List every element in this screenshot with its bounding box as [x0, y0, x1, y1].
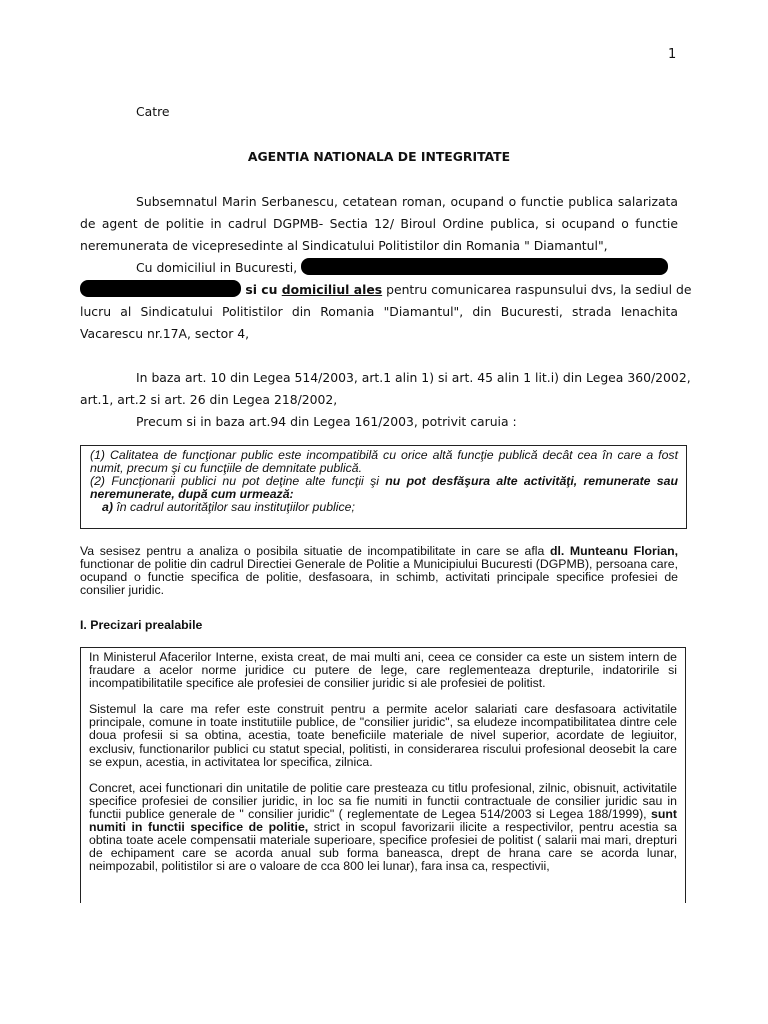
- legal-basis-line: art.1, art.2 si art. 26 din Legea 218/2002,: [80, 392, 338, 407]
- domicile-line: [136, 257, 668, 279]
- paragraph-line: Vacarescu nr.17A, sector 4,: [80, 326, 250, 341]
- addressee-to: Catre: [136, 104, 170, 119]
- legal-quote-box: [80, 445, 687, 529]
- quote-item-label: a): [102, 500, 113, 515]
- elected-rest: pentru comunicarea raspunsului dvs, la sediul de: [382, 282, 692, 297]
- redaction-bar: [301, 258, 668, 275]
- redaction-bar: [80, 280, 241, 297]
- intro-text-continued: functionar de politie din cadrul Directiei Generale de Politie a Municipiului Bucuresti (DGPMB), persoana care, ocupand o functie specifica de politie, desfasoara, in schimb, activitati principale specifice profesiei de consilier juridic.: [80, 557, 678, 598]
- paragraph-line: lucru al Sindicatului Politistilor din Romania "Diamantul", din Bucuresti, strada Ienachita: [80, 304, 678, 319]
- paragraph-line: de agent de politie in cadrul DGPMB- Sectia 12/ Biroul Ordine publica, si ocupand o functie: [80, 216, 678, 231]
- legal-basis-line: In baza art. 10 din Legea 514/2003, art.1 alin 1) si art. 45 alin 1 lit.i) din Legea 360/2002,: [136, 370, 691, 385]
- precum-line: Precum si in baza art.94 din Legea 161/2003, potrivit caruia :: [136, 414, 517, 429]
- agency-title: AGENTIA NATIONALA DE INTEGRITATE: [247, 149, 511, 164]
- preliminary-notes-box: [80, 647, 686, 903]
- box-text-continued: strict in scopul favorizarii ilicite a respectivilor, pentru acestia sa obtina toate acele compensatii materiale superioare, specifice profesiei de politist ( salarii mai mari, drepturi de echipament care se acorda anual sub forma baneasca, drept de hrana care se acorda lunar, neimpozabil, politistilor si are o valoare de cca 800 lei lunar), fara insa ca, respectivii,: [89, 820, 678, 874]
- quote-text: (2) Funcţionarii publici nu pot deţine alte funcţii şi: [90, 474, 386, 489]
- domicile-label: Cu domiciliul in Bucuresti,: [136, 260, 298, 275]
- box-paragraph-3: [89, 782, 677, 874]
- section-title: I. Precizari prealabile: [80, 618, 203, 632]
- elected-domicile-line: [80, 279, 692, 301]
- person-name: dl. Munteanu Florian,: [549, 544, 678, 558]
- elected-prefix: si cu: [241, 282, 282, 297]
- box-paragraph-2: Sistemul la care ma refer este construit pentru a permite acelor salariati care desfasoara activitatile principale, comune in toate institutiile publice, de "consilier juridic", sa eludeze incompatibilitatea dintre cele doua profesii si sa obtina, acestia, toate beneficiile materiale de nivel superior, acordate de legiuitor, exclusiv, functionarilor publici cu statut special, politisti, in considerarea riscului profesional deosebit la care se expun, acestia, in activitatea lor specifica, zilnica.: [89, 702, 677, 769]
- page-number: 1: [668, 47, 677, 62]
- quote-paragraph-2: [90, 475, 678, 501]
- quote-bold-text: nu pot desfăşura alte activităţi, remunerate sau neremunerate, după cum urmează:: [90, 474, 678, 502]
- intro-paragraph: [80, 545, 678, 597]
- paragraph-line: Subsemnatul Marin Serbanescu, cetatean roman, ocupand o functie publica salarizata: [136, 194, 678, 209]
- box-text: Concret, acei functionari din unitatile de politie care presteaza cu titlu profesional, zilnic, obisnuit, activitatile specifice profesiei de consilier juridic, in loc sa fie numiti in functii contractuale de consilier juridic sau in functii publice generale de " consilier juridic" ( reglementate de Legea 514/2003 si Legea 188/1999),: [89, 780, 677, 821]
- paragraph-line: neremunerata de vicepresedinte al Sindicatului Politistilor din Romania " Diamantul",: [80, 238, 608, 253]
- box-bold-text: sunt numiti in functii specifice de politie,: [89, 806, 677, 835]
- intro-text: Va sesisez pentru a analiza o posibila situatie de incompatibilitate in care se afla: [80, 544, 550, 558]
- quote-paragraph-1: (1) Calitatea de funcţionar public este incompatibilă cu orice altă funcţie publică decât cea în care a fost numit, precum şi cu funcţiile de demnitate publică.: [90, 448, 678, 476]
- box-paragraph-1: In Ministerul Afacerilor Interne, exista creat, de mai multi ani, ceea ce consider ca este un sistem intern de fraudare a acelor norme juridice cu putere de lege, care reglementeaza drepturile, indatoririle si incompatibilitatile specifice ale profesiei de consilier juridic si ale profesiei de politist.: [89, 650, 677, 691]
- elected-domicile-underlined: domiciliul ales: [281, 282, 383, 297]
- quote-paragraph-3: [90, 501, 678, 514]
- quote-item-text: în cadrul autorităţilor sau instituţiilor publice;: [112, 500, 355, 515]
